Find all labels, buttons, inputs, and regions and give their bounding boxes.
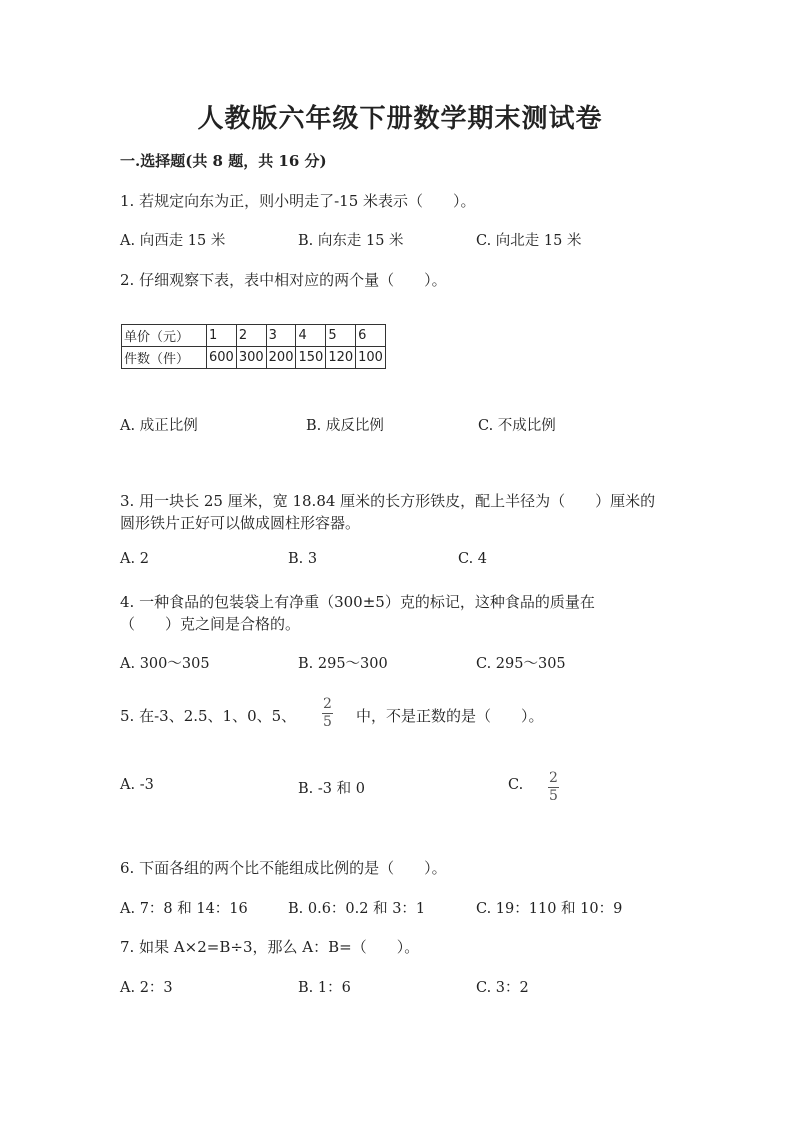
question-7-option-c: C. 3：2 xyxy=(476,980,529,996)
question-3-option-a: A. 2 xyxy=(120,551,149,567)
question-4-option-c: C. 295～305 xyxy=(476,656,566,672)
table-cell: 150 xyxy=(296,347,326,369)
fraction-numerator: 2 xyxy=(323,696,332,712)
question-5-option-c: C. xyxy=(508,777,524,793)
question-2-option-c: C. 不成比例 xyxy=(478,418,556,434)
question-7-text: 7. 如果 A×2=B÷3，那么 A：B=（ ）。 xyxy=(120,938,420,956)
question-2-option-a: A. 成正比例 xyxy=(120,418,198,434)
question-4-option-a: A. 300～305 xyxy=(120,656,210,672)
question-3-option-c: C. 4 xyxy=(458,551,488,567)
question-1-option-c: C. 向北走 15 米 xyxy=(476,233,582,249)
table-cell: 4 xyxy=(296,325,326,347)
question-6-text: 6. 下面各组的两个比不能组成比例的是（ ）。 xyxy=(120,859,447,877)
question-5-text-after: 中，不是正数的是（ ）。 xyxy=(356,707,544,725)
question-6-option-c: C. 19：110 和 10：9 xyxy=(476,901,623,917)
table-row-count xyxy=(122,347,386,369)
section-heading: 一.选择题(共 8 题，共 16 分) xyxy=(120,152,327,170)
question-7-option-b: B. 1：6 xyxy=(298,980,351,996)
table-cell: 120 xyxy=(326,347,356,369)
question-6-option-a: A. 7：8 和 14：16 xyxy=(120,901,248,917)
table-cell: 1 xyxy=(207,325,237,347)
question-5-option-b: B. -3 和 0 xyxy=(298,781,365,797)
page-title: 人教版六年级下册数学期末测试卷 xyxy=(197,104,603,134)
question-6-option-b: B. 0.6：0.2 和 3：1 xyxy=(288,901,426,917)
table-cell: 300 xyxy=(236,347,266,369)
question-7-option-a: A. 2：3 xyxy=(120,980,173,996)
table-cell: 600 xyxy=(207,347,237,369)
question-1-option-a: A. 向西走 15 米 xyxy=(120,233,226,249)
fraction-denominator: 5 xyxy=(323,714,332,730)
table-cell: 3 xyxy=(266,325,296,347)
table-row-price xyxy=(122,325,386,347)
question-4-option-b: B. 295～300 xyxy=(298,656,388,672)
question-3-text-line2: 圆形铁片正好可以做成圆柱形容器。 xyxy=(120,514,361,532)
question-2-table xyxy=(121,324,386,369)
question-5-text-before: 5. 在-3、2.5、1、0、5、 xyxy=(120,707,297,725)
option-c-fraction xyxy=(548,771,559,804)
question-3-option-b: B. 3 xyxy=(288,551,318,567)
question-4-text-line1: 4. 一种食品的包装袋上有净重（300±5）克的标记，这种食品的质量在 xyxy=(120,593,595,611)
table-cell: 2 xyxy=(236,325,266,347)
table-row-header: 单价（元） xyxy=(122,325,207,347)
question-2-text: 2. 仔细观察下表，表中相对应的两个量（ ）。 xyxy=(120,271,447,289)
question-3-text-line1: 3. 用一块长 25 厘米，宽 18.84 厘米的长方形铁皮，配上半径为（ ）厘米的 xyxy=(120,492,656,510)
fraction xyxy=(322,697,333,730)
question-4-text-line2: （ ）克之间是合格的。 xyxy=(120,615,301,633)
fraction-numerator: 2 xyxy=(549,770,558,786)
question-2-option-b: B. 成反比例 xyxy=(306,418,384,434)
question-5-option-a: A. -3 xyxy=(120,777,154,793)
table-row-header: 件数（件） xyxy=(122,347,207,369)
question-1-option-b: B. 向东走 15 米 xyxy=(298,233,404,249)
fraction-denominator: 5 xyxy=(549,788,558,804)
table-cell: 6 xyxy=(356,325,386,347)
table-cell: 200 xyxy=(266,347,296,369)
table-cell: 5 xyxy=(326,325,356,347)
table-cell: 100 xyxy=(356,347,386,369)
question-1-text: 1. 若规定向东为正，则小明走了-15 米表示（ ）。 xyxy=(120,192,476,210)
